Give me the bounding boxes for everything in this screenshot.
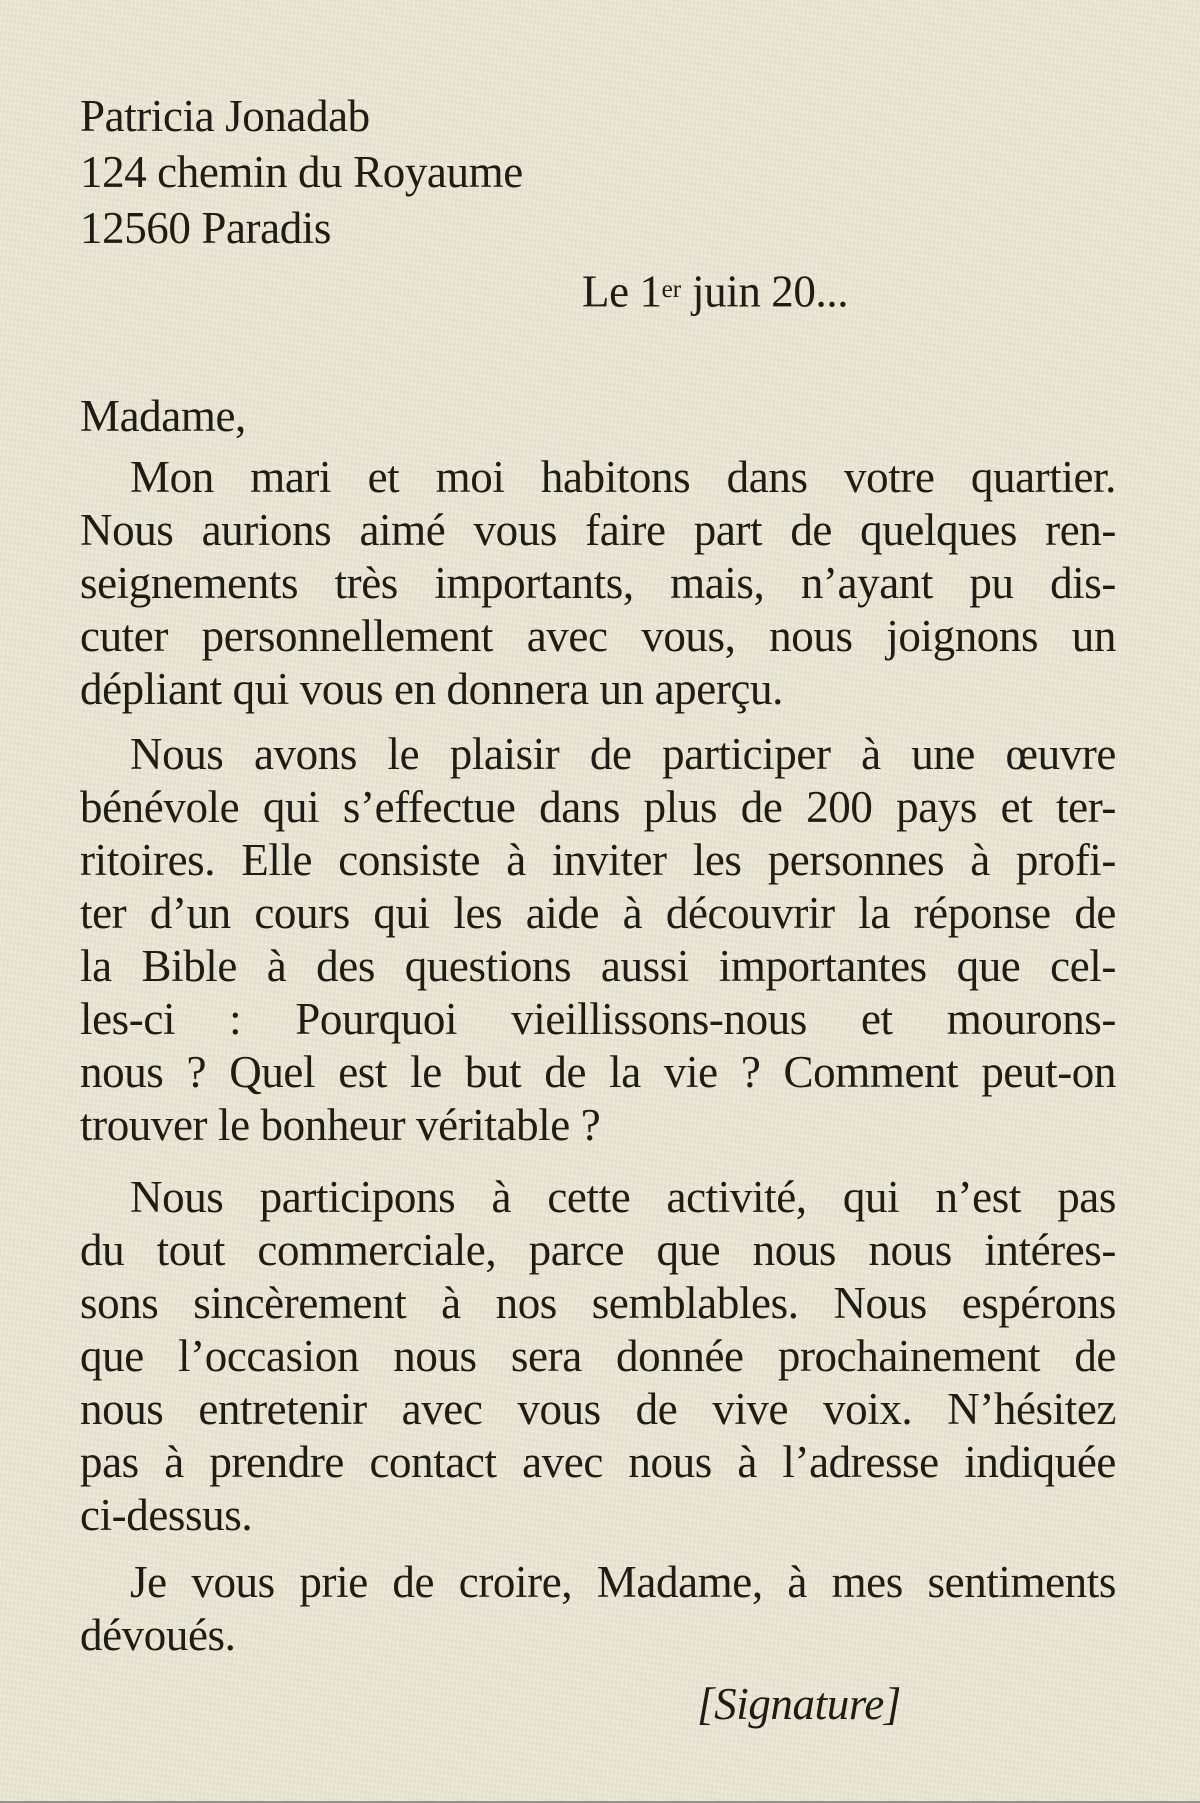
paragraphs [80,451,1116,1662]
date-prefix: Le 1 [582,266,662,317]
sender-city: 12560 Paradis [80,203,332,253]
paragraph-line: seignements très importants, mais, n’ayant pu dis- [80,557,1116,608]
paragraph-line: dépliant qui vous en donnera un aperçu. [80,663,783,714]
paragraph [80,728,1116,1152]
paragraph-line: ritoires. Elle consiste à inviter les personnes à profi- [80,834,1116,885]
paragraph-line: ci-dessus. [80,1489,253,1540]
paragraph-line: Nous aurions aimé vous faire part de quelques ren- [80,504,1116,555]
sender-street: 124 chemin du Royaume [80,147,523,197]
signature-placeholder: [Signature] [697,1678,901,1729]
paragraph-line: trouver le bonheur véritable ? [80,1099,601,1150]
paragraph-line: la Bible à des questions aussi importantes que cel- [80,940,1116,991]
sender-block [80,88,1116,256]
paragraph-line: dévoués. [80,1609,236,1660]
salutation: Madame, [80,390,246,441]
paragraph-line: Nous participons à cette activité, qui n’est pas [130,1171,1116,1222]
paragraph [80,1171,1116,1542]
paragraph-line: pas à prendre contact avec nous à l’adresse indiquée [80,1436,1116,1487]
paragraph-line: nous ? Quel est le but de la vie ? Comment peut-on [80,1046,1116,1097]
paragraph [80,1556,1116,1662]
date-ordinal: er [661,276,682,303]
date-suffix: juin 20... [681,266,849,317]
paragraph-line: nous entretenir avec vous de vive voix. N’hésitez [80,1383,1116,1434]
paragraph-line: ter d’un cours qui les aide à découvrir la réponse de [80,887,1116,938]
date-line [80,262,1116,320]
paragraph-line: bénévole qui s’effectue dans plus de 200 pays et ter- [80,781,1116,832]
paragraph-line: sons sincèrement à nos semblables. Nous espérons [80,1277,1116,1328]
paragraph-line: Je vous prie de croire, Madame, à mes sentiments [130,1556,1116,1607]
paragraph-line: Nous avons le plaisir de participer à une œuvre [130,728,1116,779]
paragraph-line: que l’occasion nous sera donnée prochainement de [80,1330,1116,1381]
paragraph [80,451,1116,716]
paragraph-line: cuter personnellement avec vous, nous joignons un [80,610,1116,661]
paragraph-line: les-ci : Pourquoi vieillissons-nous et mourons- [80,993,1116,1044]
paragraph-line: du tout commerciale, parce que nous nous intéres- [80,1224,1116,1275]
sender-name: Patricia Jonadab [80,91,370,141]
letter-content [80,88,1116,1731]
paragraph-line: Mon mari et moi habitons dans votre quartier. [130,451,1116,502]
